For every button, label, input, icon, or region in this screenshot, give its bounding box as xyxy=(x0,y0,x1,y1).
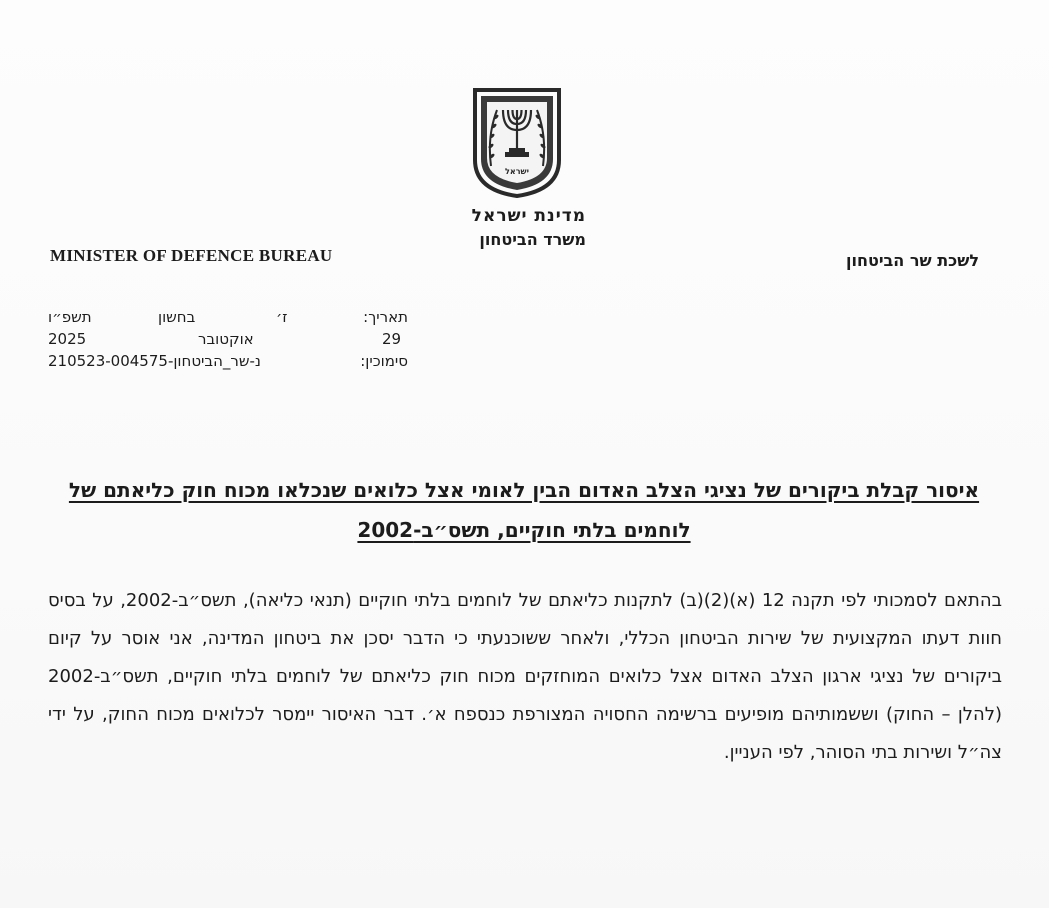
document-meta xyxy=(48,306,408,372)
bureau-name-english: MINISTER OF DEFENCE BUREAU xyxy=(50,246,333,265)
hebrew-year: תשפ״ו xyxy=(48,308,92,326)
reference-label: סימוכין: xyxy=(360,352,408,370)
body-paragraph: בהתאם לסמכותי לפי תקנה 12 (א)(2)(ב) לתקנות כליאתם של לוחמים בלתי חוקיים (תנאי כליאה), תשס״ב-2002, על בסיס חוות דעתו המקצועית של שירות הביטחון הכללי, ולאחר ששוכנעתי כי הדבר יסכן את ביטחון המדינה, אני אוסר על קיום ביקורים של נציגי ארגון הצלב האדום אצל כלואים המוחזקים מכוח חוק כליאתם של לוחמים בלתי חוקיים, תשס״ב-2002 (להלן – החוק) וששמותיהם מופיעים ברשימה החסויה המצורפת כנספח א׳. דבר האיסור יימסר לכלואים מכוח החוק, על ידי צה״ל ושירות בתי הסוהר, לפי העניין. xyxy=(48,590,1002,763)
date-label: תאריך: xyxy=(363,308,408,326)
state-emblem-icon xyxy=(471,86,563,198)
hebrew-date-row xyxy=(48,306,408,328)
state-name: מדינת ישראל xyxy=(471,206,586,226)
reference-row xyxy=(48,350,408,372)
day-number: 29 xyxy=(382,330,402,348)
document-subject: איסור קבלת ביקורים של נציגי הצלב האדום הבין לאומי אצל כלואים שנכלאו מכוח חוק כליאתם של לוחמים בלתי חוקיים, תשס״ב-2002 xyxy=(68,478,980,542)
bureau-name-hebrew: לשכת שר הביטחון xyxy=(845,251,979,270)
emblem-text: ישראל xyxy=(505,167,529,176)
gregorian-date-row xyxy=(48,328,408,350)
gregorian-month: אוקטובר xyxy=(198,330,254,348)
hebrew-month: בחשון xyxy=(158,308,196,326)
ministry-name: משרד הביטחון xyxy=(479,230,586,249)
reference-value: נ-שר_הביטחון-210523-004575 xyxy=(48,352,261,370)
hebrew-day: ז׳ xyxy=(276,308,288,326)
gregorian-year: 2025 xyxy=(48,330,87,348)
